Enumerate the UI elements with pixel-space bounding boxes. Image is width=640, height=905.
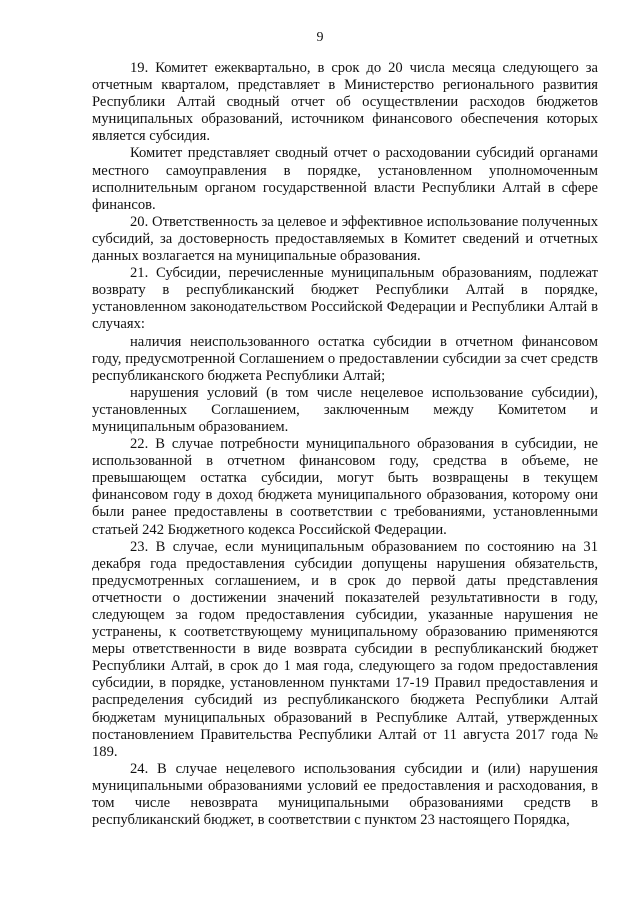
paragraph-24: 24. В случае нецелевого использования субсидии и (или) нарушения муниципальными образованиями условий ее предоставления и расходования, в том числе невозврата муниципальными образованиями средств в республиканский бюджет, в соответствии с пунктом 23 настоящего Порядка,: [92, 760, 598, 829]
paragraph-22: 22. В случае потребности муниципального образования в субсидии, не использованной в отчетном финансовом году, средства в объеме, не превышающем остатка субсидии, могут быть возвращены в текущем финансовом году в доход бюджета муниципального образования, которому они были ранее предоставлены в соответствии с требованиями, установленными статьей 242 Бюджетного кодекса Российской Федерации.: [92, 436, 598, 538]
paragraph-21: 21. Субсидии, перечисленные муниципальным образованиям, подлежат возврату в республиканский бюджет Республики Алтай в порядке, установленном законодательством Российской Федерации и Республики Алтай в случаях:: [92, 265, 598, 333]
paragraph-20: 20. Ответственность за целевое и эффективное использование полученных субсидий, за достоверность предоставляемых в Комитет сведений и отчетных данных возлагается на муниципальные образования.: [92, 213, 598, 265]
paragraph-19-continuation: Комитет представляет сводный отчет о расходовании субсидий органами местного самоуправления в порядке, установленном уполномоченным исполнительным органом государственной власти Республики Алтай в сфере финансов.: [92, 145, 598, 213]
page-number: 9: [316, 30, 324, 45]
paragraph-21-case-1: наличия неиспользованного остатка субсидии в отчетном финансовом году, предусмотренной Соглашением о предоставлении субсидии за счет средств республиканского бюджета Республики Алтай;: [92, 333, 598, 384]
document-body: [92, 60, 598, 829]
paragraph-21-case-2: нарушения условий (в том числе нецелевое использование субсидии), установленных Соглашением, заключенным между Комитетом и муниципальным образованием.: [92, 384, 598, 435]
paragraph-19: 19. Комитет ежеквартально, в срок до 20 числа месяца следующего за отчетным кварталом, представляет в Министерство регионального развития Республики Алтай сводный отчет об осуществлении расходов бюджетов муниципальных образований, источником финансового обеспечения которых является субсидия.: [92, 60, 598, 145]
paragraph-23: 23. В случае, если муниципальным образованием по состоянию на 31 декабря года предоставления субсидии допущены нарушения обязательств, предусмотренных соглашением, и в срок до первой даты представления отчетности о достижении значений показателей результативности в году, следующем за годом предоставления субсидии, указанные нарушения не устранены, к соответствующему муниципальному образованию применяются меры ответственности в виде возврата субсидии в республиканский бюджет Республики Алтай, в срок до 1 мая года, следующего за годом предоставления субсидии, в порядке, установленном пунктами 17-19 Правил предоставления и распределения субсидий из республиканского бюджета Республики Алтай бюджетам муниципальных образований в Республике Алтай, утвержденных постановлением Правительства Республики Алтай от 11 августа 2017 года № 189.: [92, 538, 598, 760]
